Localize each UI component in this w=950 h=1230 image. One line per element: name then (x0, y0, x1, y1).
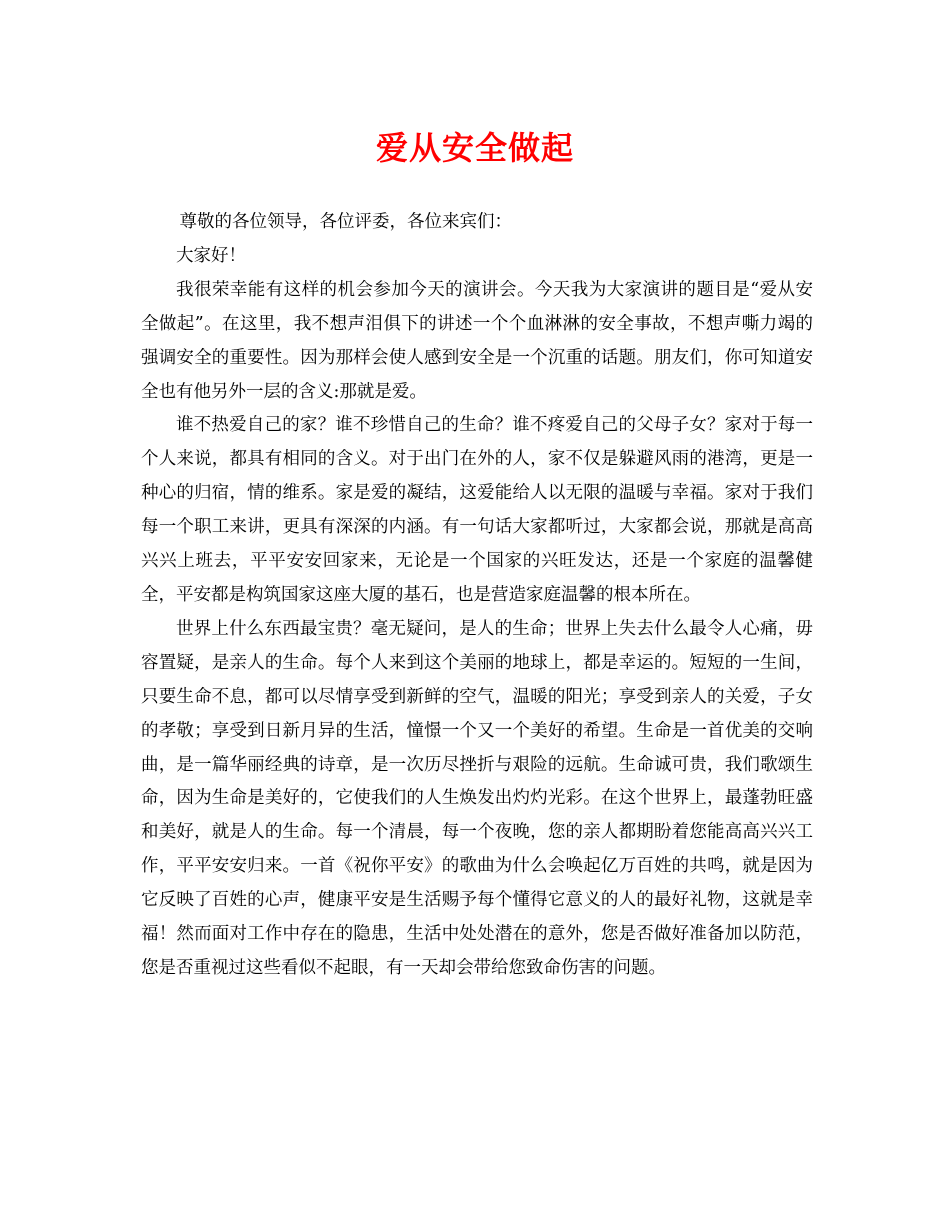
greeting-paragraph: 大家好！ (176, 245, 246, 266)
salutation-paragraph: 尊敬的各位领导，各位评委，各位来宾们： (179, 212, 512, 232)
body-paragraph-1: 我很荣幸能有这样的机会参加今天的演讲会。今天我为大家演讲的题目是“爱从安全做起”。在这里，我不想声泪俱下的讲述一个个血淋淋的安全事故，不想声嘶力竭的强调安全的重要性。因为那样会使人感到安全是一个沉重的话题。朋友们，你可知道安全也有他另外一层的含义:那就是爱。 (141, 279, 813, 402)
body-paragraph-2: 谁不热爱自己的家？谁不珍惜自己的生命？谁不疼爱自己的父母子女？家对于每一个人来说，都具有相同的含义。对于出门在外的人，家不仅是躲避风雨的港湾，更是一种心的归宿，情的维系。家是爱的凝结，这爱能给人以无限的温暖与幸福。家对于我们每一个职工来讲，更具有深深的内涵。有一句话大家都听过，大家都会说，那就是高高兴兴上班去，平平安安回家来，无论是一个国家的兴旺发达，还是一个家庭的温馨健全，平安都是构筑国家这座大厦的基石，也是营造家庭温馨的根本所在。 (141, 415, 813, 605)
body-paragraph-3: 世界上什么东西最宝贵？毫无疑问，是人的生命；世界上失去什么最令人心痛，毋容置疑，是亲人的生命。每个人来到这个美丽的地球上，都是幸运的。短短的一生间，只要生命不息，都可以尽情享受到新鲜的空气，温暖的阳光；享受到亲人的关爱，子女的孝敬；享受到日新月异的生活，憧憬一个又一个美好的希望。生命是一首优美的交响曲，是一篇华丽经典的诗章，是一次历尽挫折与艰险的远航。生命诚可贵，我们歌颂生命，因为生命是美好的，它使我们的人生焕发出灼灼光彩。在这个世界上，最蓬勃旺盛和美好，就是人的生命。每一个清晨，每一个夜晚，您的亲人都期盼着您能高高兴兴工作，平平安安归来。一首《祝你平安》的歌曲为什么会唤起亿万百姓的共鸣，就是因为它反映了百姓的心声，健康平安是生活赐予每个懂得它意义的人的最好礼物，这就是幸福！然而面对工作中存在的隐患，生活中处处潜在的意外，您是否做好准备加以防范，您是否重视过这些看似不起眼，有一天却会带给您致命伤害的问题。 (141, 618, 813, 978)
document-title: 爱从安全做起 (375, 129, 574, 167)
document-body (141, 206, 813, 986)
